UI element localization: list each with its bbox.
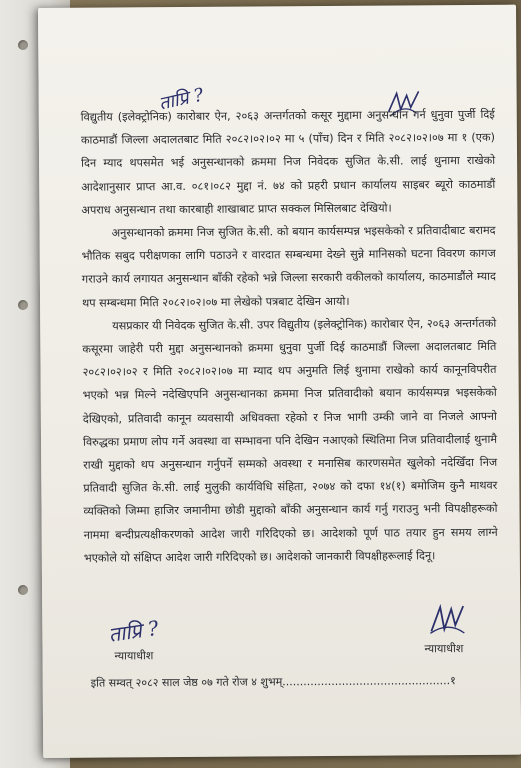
- judge-label-left: न्यायाधीश: [114, 649, 154, 663]
- order-paragraph-1: विद्युतीय (इलेक्ट्रोनिक) कारोबार ऐन, २०६३ अन्तर्गतको कसूर मुद्दामा अनुसन्धान गर्न धुनुवा पुर्जी दिई काठमाडौं जिल्ला अदालतबाट मिति २०८२।०२।०२ मा ५ (पाँच) दिन र मिति २०८२।०२।०७ मा १ (एक) दिन म्याद थपसमेत भई अनुसन्धानको क्रममा निज निवेदक सुजित के.सी. लाई थुनामा राखेको आदेशानुसार प्राप्त आ.व. ०८१।०८२ मुद्दा नं. ७४ को प्रहरी प्रधान कार्यालय साइबर ब्यूरो काठमाडौं अपराध अनुसन्धान तथा कारबाही शाखाबाट प्राप्त सक्कल मिसिलबाट देखियो।: [80, 107, 496, 217]
- binder-hole: [18, 40, 28, 50]
- closing-line: इति सम्वत् २०८२ साल जेष्ठ ०७ गते रोज ४ शुभम्................................................१: [90, 674, 456, 690]
- binder-hole: [18, 300, 28, 310]
- document-page: [38, 5, 521, 758]
- judge-signature-left: ताप्रि ?: [106, 615, 161, 647]
- initial-annotation-top: ताप्रि ?: [157, 84, 206, 115]
- order-paragraph-2: अनुसन्धानको क्रममा निज सुजित के.सी. को बयान कार्यसम्पन्न भइसकेको र प्रतिवादीबाट बरामद भौतिक सबुद परीक्षणका लागि पठाउने र वारदात सम्बन्धमा देख्ने सुन्ने मानिसको घटना विवरण कागज गराउने कार्य लगायत अनुसन्धान बाँकी रहेको भन्ने जिल्ला सरकारी वकीलको कार्यालय, काठमाडौंले म्याद थप सम्बन्धमा मिति २०८२।०२।०७ मा लेखेको पत्रबाट देखिन आयो।: [81, 223, 496, 310]
- order-paragraph-3: यसप्रकार यी निवेदक सुजित के.सी. उपर विद्युतीय (इलेक्ट्रोनिक) कारोबार ऐन, २०६३ अन्तर्गतको कसूरमा जाहेरी परी मुद्दा अनुसन्धानको क्रममा धुनुवा पुर्जी दिई काठमाडौं जिल्ला अदालतबाट मिति २०८२।०२।०२ र मिति २०८२।०२।०७ मा म्याद थप अनुमति लिई थुनामा राखेको कार्य कानूनविपरीत भएको भन्न मिल्ने नदेखिएपनि अनुसन्धानका क्रममा निज प्रतिवादीको बयान कार्यसम्पन्न भइसकेको देखिएको, प्रतिवादी कानून व्यवसायी अधिवक्ता रहेको र निज भागी उम्की जाने वा निजले आफ्नो विरुद्धका प्रमाण लोप गर्ने अवस्था वा सम्भावना पनि देखिन नआएको स्थितिमा निज प्रतिवादीलाई थुनामै राखी मुद्दाको थप अनुसन्धान गर्नुपर्ने सम्मको अवस्था र मनासिब कारणसमेत खुलेको नदेखिँदा निज प्रतिवादी सुजित के.सी. लाई मुलुकी कार्यविधि संहिता, २०७४ को दफा १४(१) बमोजिम कुनै माथवर व्यक्तिको जिम्मा हाजिर जमानीमा छोडी मुद्दाको बाँकी अनुसन्धान कार्य गर्नु गराउनु भनी विपक्षीहरूको नाममा बन्दीप्रत्यक्षीकरणको आदेश जारी गरिदिएको छ। आदेशको पूर्ण पाठ तयार हुन समय लाग्ने भएकोले यो संक्षिप्त आदेश जारी गरिदिएको छ। आदेशको जानकारी विपक्षीहरूलाई दिनू।: [82, 316, 498, 565]
- order-body: [81, 103, 498, 570]
- judge-label-right: न्यायाधीश: [424, 642, 464, 656]
- binder-hole: [18, 585, 28, 595]
- judge-signature-right-icon: [428, 603, 466, 637]
